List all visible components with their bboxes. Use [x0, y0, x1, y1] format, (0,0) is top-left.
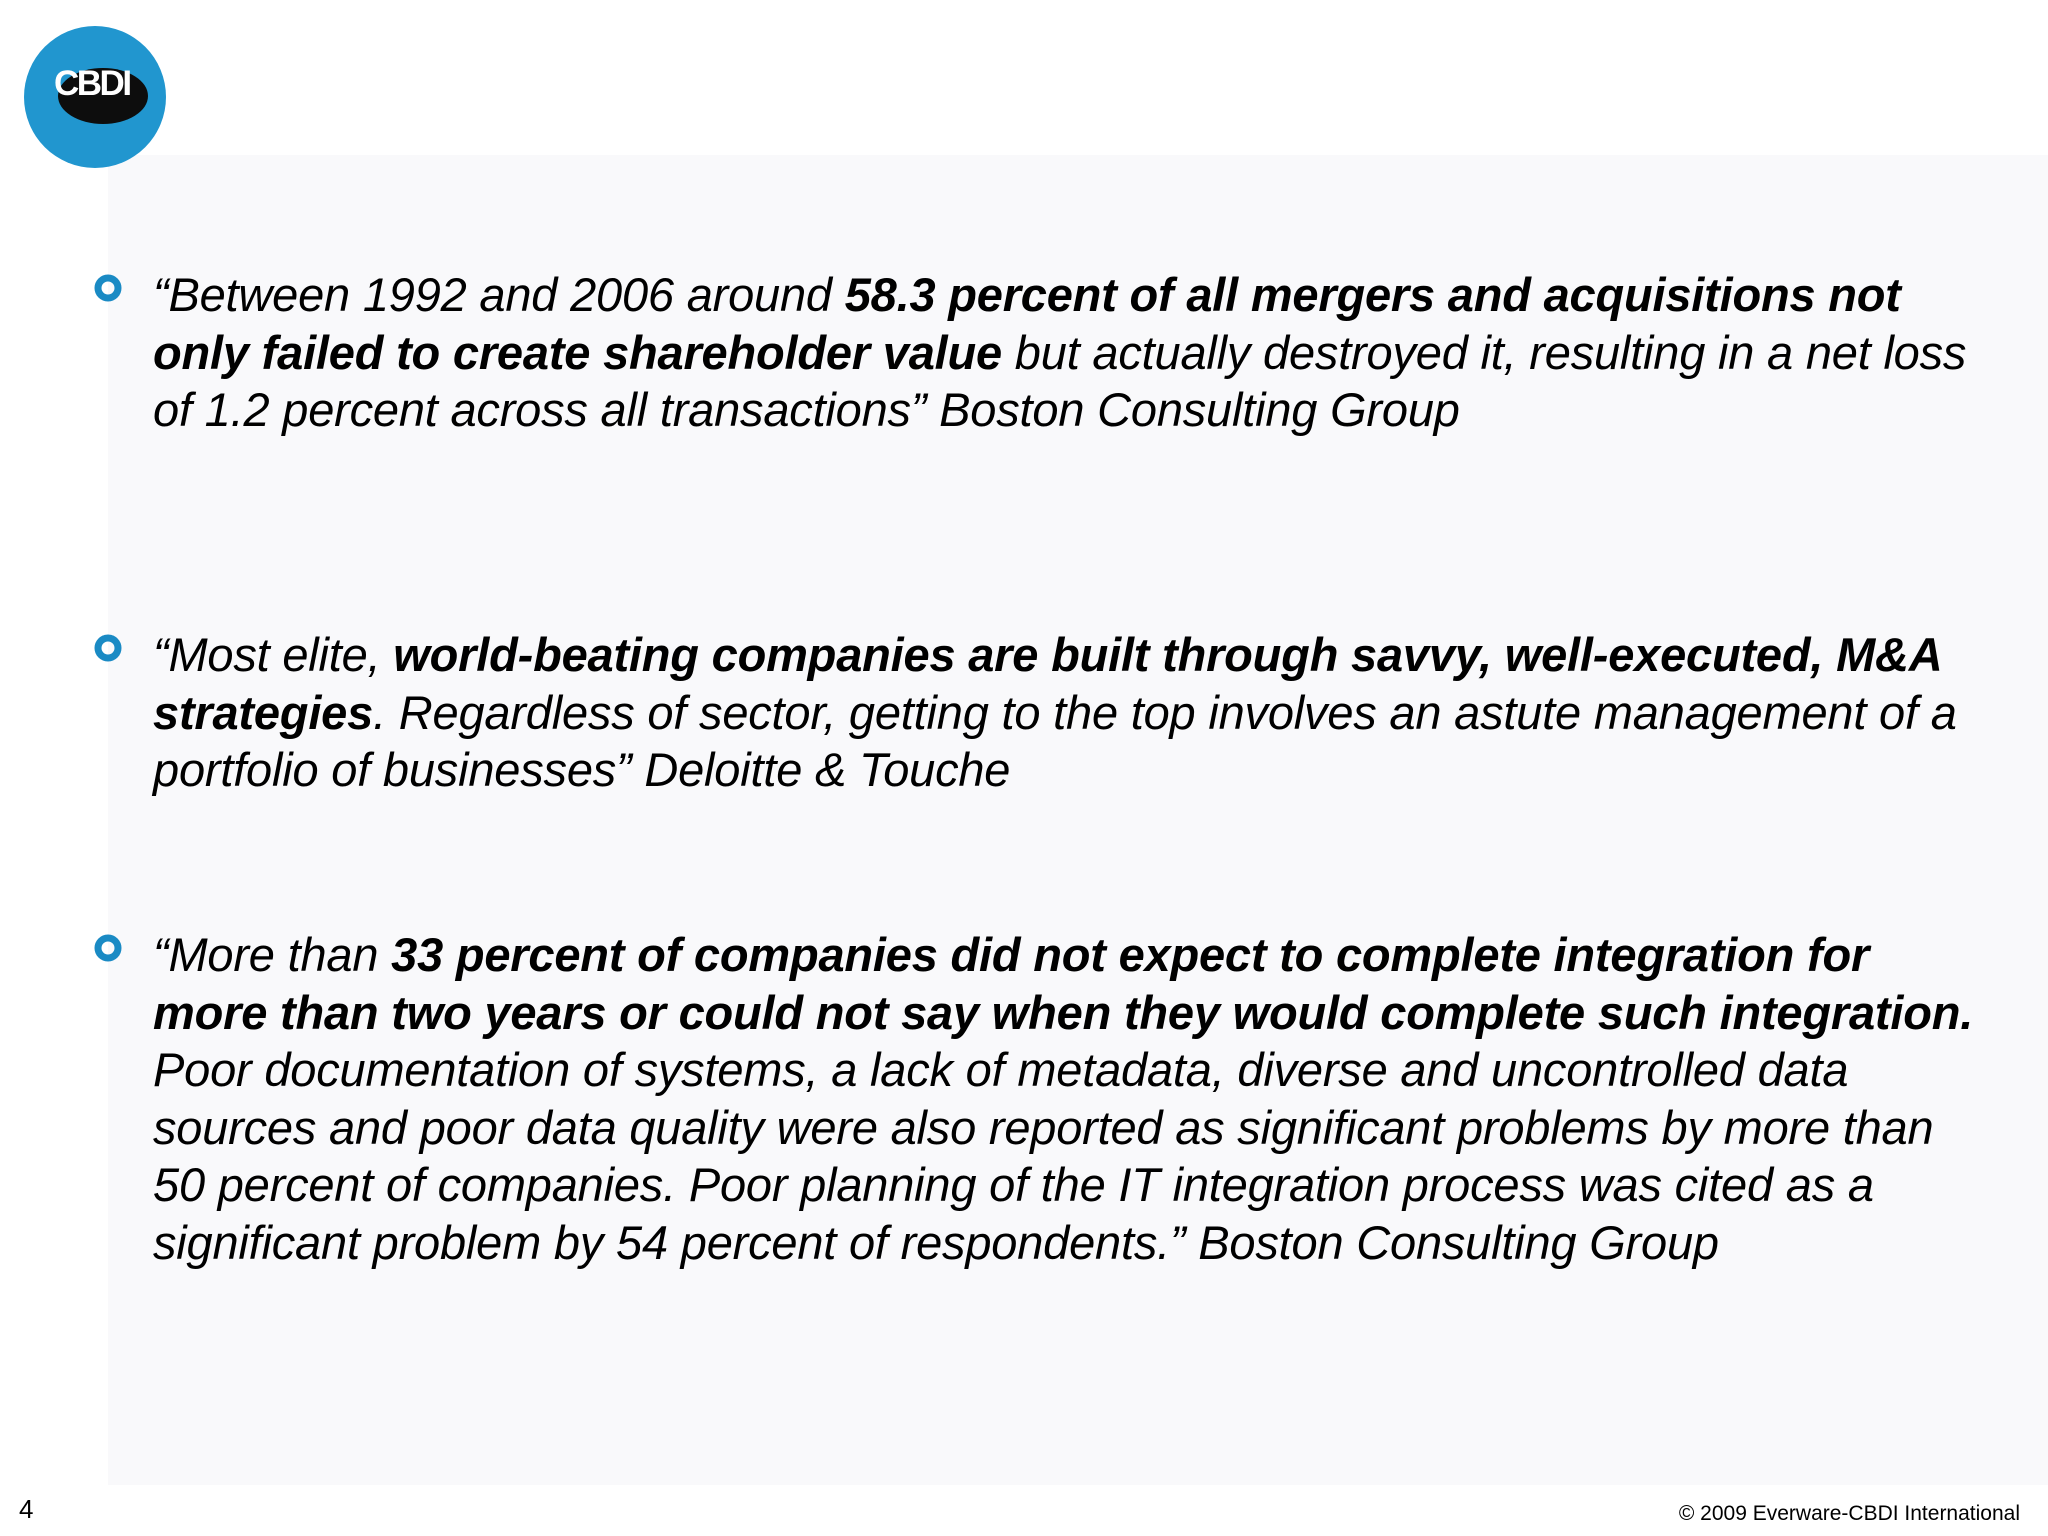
bullet-ring-icon	[94, 934, 122, 962]
bullet-ring-icon	[94, 634, 122, 662]
copyright-notice: © 2009 Everware-CBDI International	[1678, 1502, 2020, 1525]
bullet-item-3	[94, 926, 1994, 1271]
quote-text	[153, 926, 1994, 1271]
quote-segment-bold: 58.3 percent of all mergers and acquisitions not only failed to create shareholder value	[153, 268, 1901, 379]
bullet-item-2	[94, 626, 1994, 799]
quote-segment: “Between 1992 and 2006 around	[153, 268, 845, 321]
quote-text	[153, 626, 1994, 799]
bullet-ring-icon	[94, 274, 122, 302]
page-number: 4	[19, 1494, 34, 1524]
bullet-item-1	[94, 266, 1994, 439]
quote-segment-bold: world-beating companies are built through savvy, well-executed, M&A strategies	[153, 628, 1941, 739]
quote-segment: “Most elite,	[153, 628, 394, 681]
quote-segment: but actually destroyed it, resulting in a net loss of 1.2 percent across all transactions” Boston Consulting Group	[153, 325, 1967, 436]
quote-segment: “More than	[153, 928, 392, 981]
quote-segment-bold: 33 percent of companies did not expect to complete integration for more than two years or could not say when they would complete such integration.	[153, 928, 1974, 1039]
quote-segment: Poor documentation of systems, a lack of metadata, diverse and uncontrolled data sources and poor data quality were also reported as significant problems by more than 50 percent of companies. Poor planning of the IT integration process was cited as a significant problem by 54 percent of respondents.” Boston Consulting Group	[153, 1043, 1934, 1269]
quote-text	[153, 266, 1994, 439]
quote-segment: . Regardless of sector, getting to the top involves an astute management of a portfolio of businesses” Deloitte & Touche	[153, 685, 1957, 796]
logo-text: CBDI	[54, 64, 130, 103]
